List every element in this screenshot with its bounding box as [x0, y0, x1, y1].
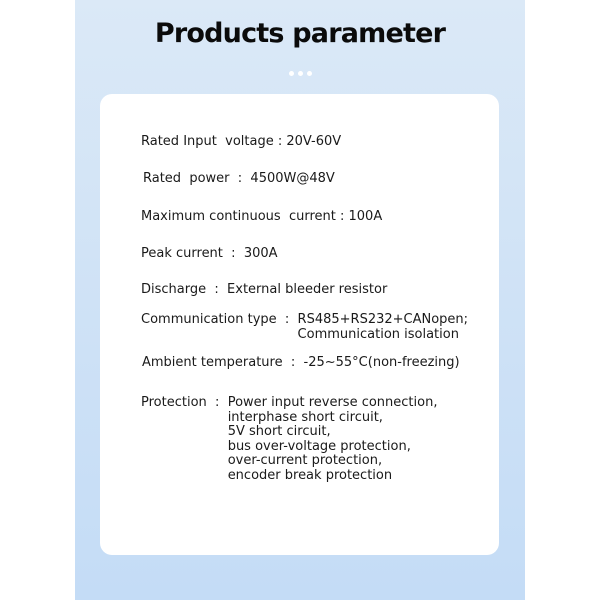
- dot: [307, 71, 312, 76]
- param-value-line: Communication isolation: [297, 326, 459, 342]
- param-communication-type: [141, 313, 468, 342]
- param-value-line: bus over-voltage protection,: [227, 438, 411, 454]
- param-rated-input-voltage: [141, 135, 341, 150]
- decorative-dots: [289, 71, 312, 76]
- param-value-line: 4500W@48V: [250, 171, 335, 186]
- param-value: [228, 396, 438, 483]
- param-value-line: Power input reverse connection,: [227, 395, 438, 410]
- param-label: Discharge :: [141, 282, 228, 297]
- param-value: [298, 313, 469, 342]
- dot: [298, 71, 303, 76]
- param-peak-current: [141, 247, 278, 262]
- param-value-line: RS485+RS232+CANopen;: [297, 312, 469, 327]
- param-value: [304, 356, 460, 371]
- param-label: Protection :: [141, 395, 228, 410]
- param-value-line: External bleeder resistor: [227, 282, 388, 297]
- dot: [289, 71, 294, 76]
- param-value: [349, 210, 383, 225]
- param-value: [244, 247, 278, 262]
- param-value-line: over-current protection,: [227, 453, 383, 468]
- param-ambient-temperature: [142, 356, 460, 371]
- page-title: Products parameter: [154, 18, 446, 49]
- param-value-line: 20V-60V: [286, 134, 342, 149]
- param-value-line: -25~55°C(non-freezing): [303, 355, 460, 370]
- param-label: Maximum continuous current :: [141, 209, 349, 224]
- param-value-line: encoder break protection: [227, 467, 393, 483]
- param-value: [286, 135, 341, 150]
- param-value-line: 5V short circuit,: [227, 424, 331, 439]
- param-protection: [141, 396, 437, 483]
- param-value: [250, 172, 334, 187]
- param-value-line: 100A: [348, 209, 383, 224]
- param-label: Peak current :: [141, 246, 244, 261]
- param-value: [227, 283, 387, 298]
- param-value-line: 300A: [243, 246, 278, 261]
- param-label: Rated Input voltage :: [141, 134, 287, 149]
- param-discharge: [141, 283, 387, 298]
- param-rated-power: [143, 172, 335, 187]
- param-max-continuous-current: [141, 210, 382, 225]
- param-label: Ambient temperature :: [142, 355, 304, 370]
- param-label: Rated power :: [143, 171, 251, 186]
- param-label: Communication type :: [141, 312, 298, 327]
- param-value-line: interphase short circuit,: [227, 409, 383, 425]
